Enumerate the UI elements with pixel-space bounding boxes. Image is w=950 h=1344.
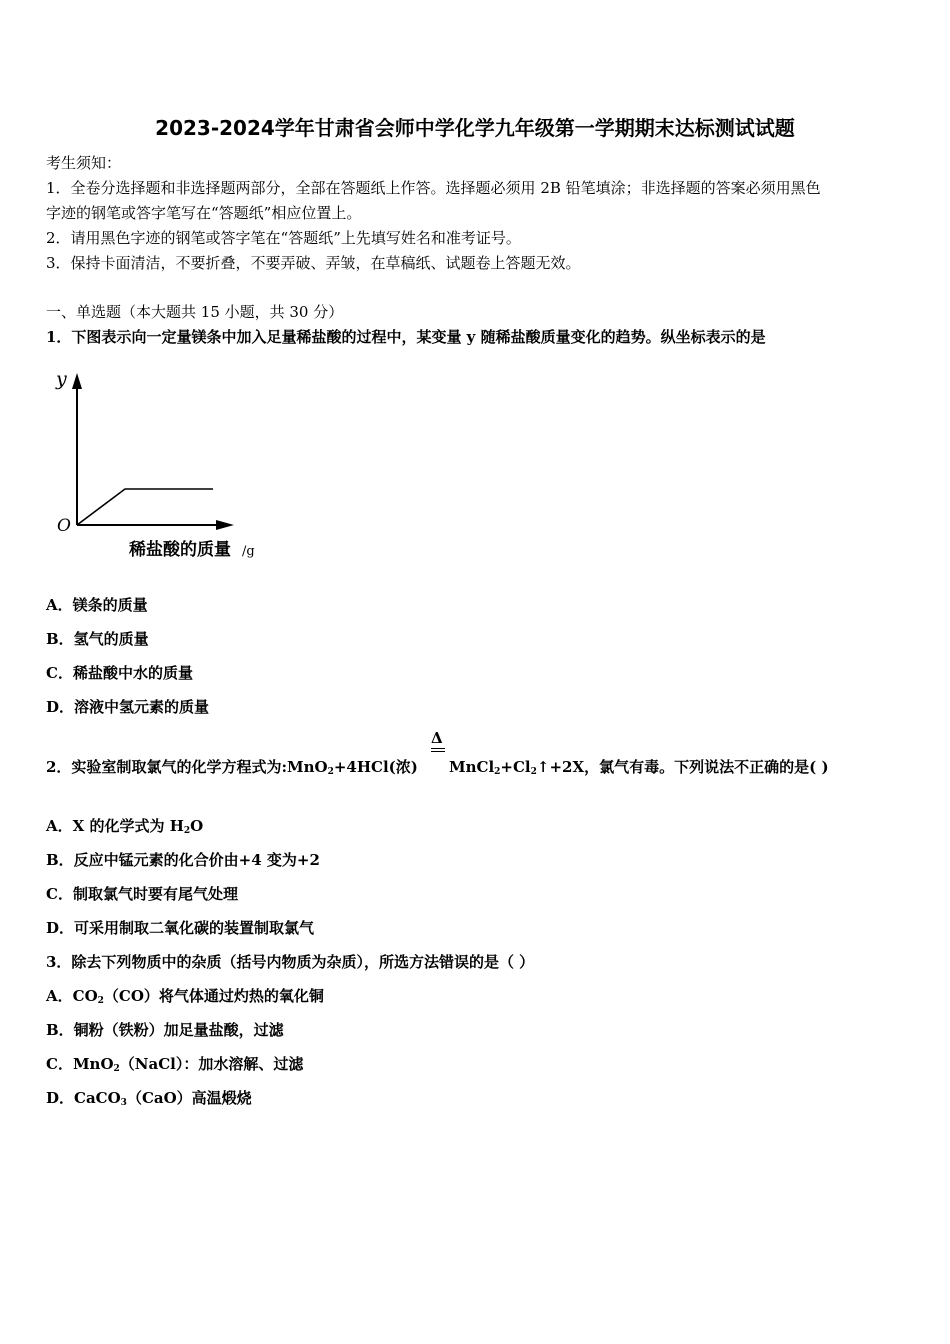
notice-heading: 考生须知： xyxy=(46,154,122,172)
x-axis-label: 稀盐酸的质量 xyxy=(129,540,231,560)
q3-option-d: D．CaCO$_3$（CaO）高温煅烧 xyxy=(46,1089,252,1108)
q3-option-a: A．$CO_2(CO)$将气体通过灼热的氧化铜 xyxy=(46,987,324,1006)
q2-option-b: B．反应中锰元素的化合价由+4 变为+2 xyxy=(46,851,320,869)
notice-item-1b: 字迹的钢笔或答字笔写在“答题纸”相应位置上。 xyxy=(46,204,362,222)
equation-line-top xyxy=(431,748,445,749)
q1-option-a: A．镁条的质量 xyxy=(46,596,148,614)
x-axis-arrow xyxy=(216,520,234,530)
section-heading: 一、单选题（本大题共 15 小题，共 30 分） xyxy=(46,303,344,321)
origin-label: O xyxy=(57,516,71,536)
notice-item-2: 2．请用黑色字迹的钢笔或答字笔在“答题纸”上先填写姓名和准考证号。 xyxy=(46,229,521,247)
q1-option-d: D．溶液中氢元素的质量 xyxy=(46,698,210,716)
q3-option-b: B．铜粉（铁粉）加足量盐酸，过滤 xyxy=(46,1021,284,1039)
question-2-stem-part2: $MnCl_2+Cl_2↑+2X$，氯气有毒。下列说法不正确的是( ) xyxy=(449,758,829,777)
question-3-stem: 3．除去下列物质中的杂质（括号内物质为杂质），所选方法错误的是（ ） xyxy=(46,953,535,971)
x-axis-unit: /g xyxy=(242,544,255,559)
question-1-stem: 1．下图表示向一定量镁条中加入足量稀盐酸的过程中，某变量 y 随稀盐酸质量变化的趋势。纵坐标表示的是 xyxy=(46,328,766,346)
question-2-stem-part1: 2．实验室制取氯气的化学方程式为:MnO$_2$+4HCl(浓) xyxy=(46,758,418,777)
equation-line-bottom xyxy=(431,751,445,752)
question-1-graph xyxy=(40,365,280,565)
q2-option-c: C．制取氯气时要有尾气处理 xyxy=(46,885,238,903)
q1-option-c: C．稀盐酸中水的质量 xyxy=(46,664,193,682)
graph-line xyxy=(77,489,213,525)
notice-item-3: 3．保持卡面清洁，不要折叠，不要弄破、弄皱，在草稿纸、试题卷上答题无效。 xyxy=(46,254,581,272)
y-axis-label: y xyxy=(56,368,67,390)
q2-option-d: D．可采用制取二氧化碳的装置制取氯气 xyxy=(46,919,315,937)
notice-item-1a: 1．全卷分选择题和非选择题两部分，全部在答题纸上作答。选择题必须用 2B 铅笔填涂；非选择题的答案必须用黑色 xyxy=(46,179,821,197)
q3-option-c: C．MnO$_2$（NaCl）：加水溶解、过滤 xyxy=(46,1055,304,1074)
reaction-condition-delta: Δ xyxy=(431,729,443,747)
q1-option-b: B．氢气的质量 xyxy=(46,630,149,648)
y-axis-arrow xyxy=(72,373,82,389)
q2-option-a: A．X 的化学式为 $H_2O$ xyxy=(46,817,204,836)
page-title: 2023-2024学年甘肃省会师中学化学九年级第一学期期末达标测试试题 xyxy=(155,116,795,140)
